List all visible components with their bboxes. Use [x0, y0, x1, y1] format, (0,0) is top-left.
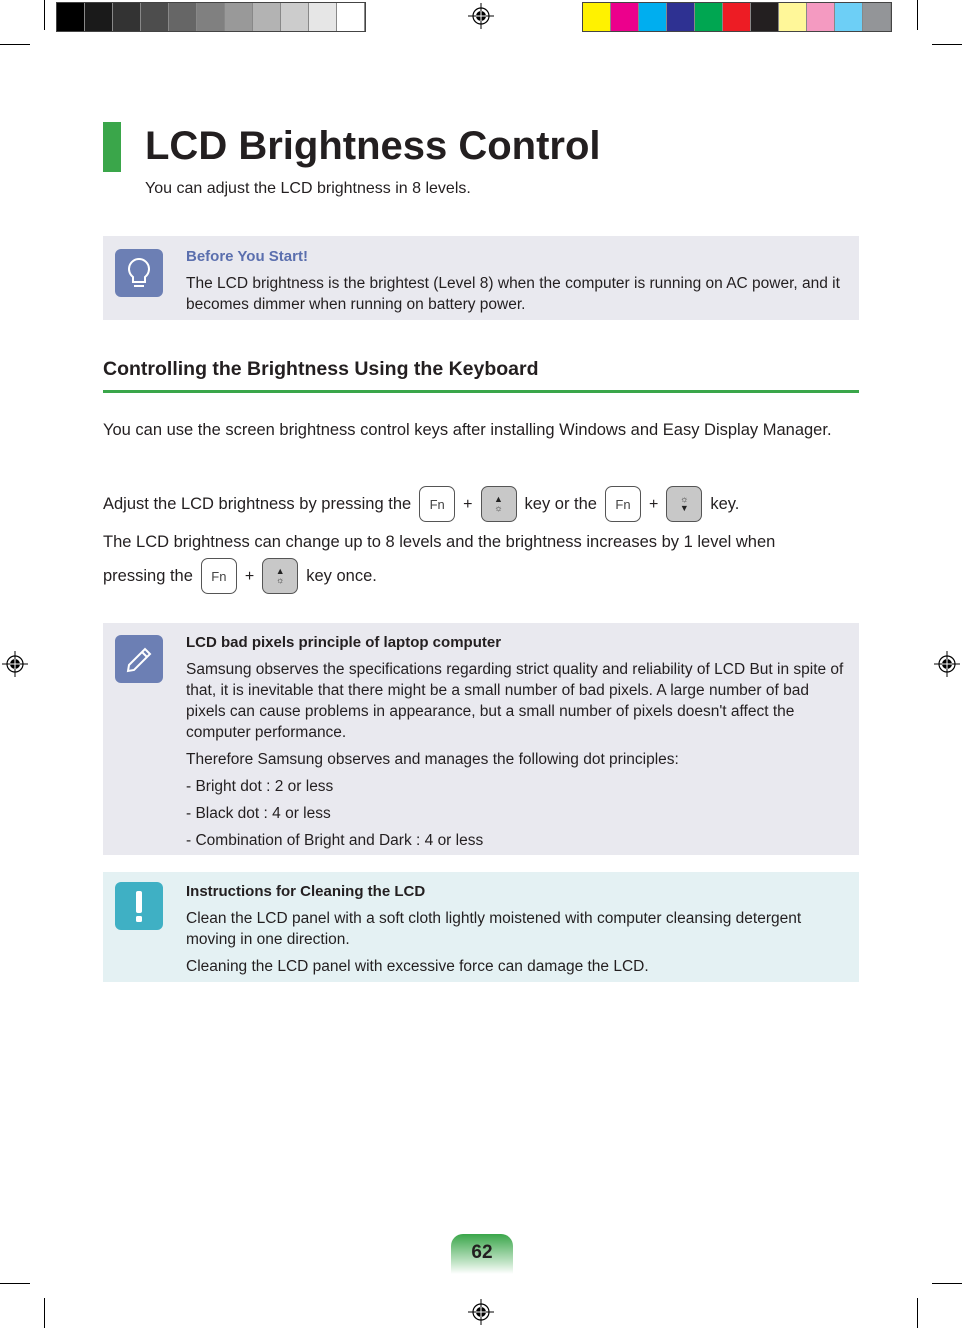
pencil-icon [115, 635, 163, 683]
color-swatch [835, 3, 863, 31]
color-swatch [639, 3, 667, 31]
color-swatch [863, 3, 891, 31]
fn-key: Fn [201, 558, 237, 594]
bad-pixels-note-box [103, 623, 859, 855]
color-swatch [583, 3, 611, 31]
gray-swatch [337, 3, 365, 31]
crop-mark [932, 1283, 962, 1284]
adjust-instruction [103, 486, 843, 522]
adjust-prefix: Adjust the LCD brightness by pressing the [103, 494, 412, 513]
brightness-up-key-icon: ▲ ☼ [262, 558, 298, 594]
plus-sign: + [648, 495, 659, 513]
color-swatch [751, 3, 779, 31]
note-body: The LCD brightness is the brightest (Level 8) when the computer is running on AC power, and it becomes dimmer when running on battery power. [186, 275, 840, 313]
process-color-bar [582, 2, 892, 32]
note-body: Clean the LCD panel with a soft cloth lightly moistened with computer cleansing detergent moving in one direction. [186, 910, 802, 948]
crop-mark [44, 1298, 45, 1328]
crop-mark [917, 1298, 918, 1328]
gray-swatch [225, 3, 253, 31]
plus-sign: + [244, 567, 255, 585]
adjust-mid: key or the [524, 494, 597, 513]
color-swatch [667, 3, 695, 31]
list-item: - Black dot : 4 or less [186, 805, 331, 822]
section-divider [103, 390, 859, 393]
plus-sign: + [463, 495, 473, 513]
registration-mark-icon [468, 1299, 494, 1325]
crop-mark [917, 0, 918, 30]
title-accent-bar [103, 122, 121, 172]
cleaning-note-box [103, 872, 859, 982]
gray-swatch [141, 3, 169, 31]
note-body: Samsung observes the specifications regarding strict quality and reliability of LCD But in spite of that, it is inevitable that there might be a small number of bad pixels. A large number of bad pixels can cause problems in appearance, but a small number of pixels doesn't affect the computer performance. [186, 661, 844, 741]
note-heading: Instructions for Cleaning the LCD [186, 883, 426, 900]
lightbulb-icon [115, 249, 163, 297]
before-you-start-box [103, 236, 859, 320]
exclamation-icon [115, 882, 163, 930]
page-title: LCD Brightness Control [145, 124, 601, 168]
registration-mark-icon [2, 651, 28, 677]
gray-swatch [169, 3, 197, 31]
gray-swatch [197, 3, 225, 31]
brightness-up-key-icon: ▲ ☼ [481, 486, 517, 522]
list-item: - Combination of Bright and Dark : 4 or less [186, 832, 484, 849]
note-warning: Cleaning the LCD panel with excessive force can damage the LCD. [186, 958, 649, 975]
color-swatch [807, 3, 835, 31]
page-number: 62 [451, 1234, 513, 1274]
fn-key: Fn [419, 486, 455, 522]
page-subtitle: You can adjust the LCD brightness in 8 levels. [145, 180, 471, 197]
gray-swatch [281, 3, 309, 31]
brightness-down-key-icon: ☼ ▼ [666, 486, 702, 522]
color-swatch [779, 3, 807, 31]
levels-line-2 [103, 558, 843, 594]
intro-paragraph: You can use the screen brightness control keys after installing Windows and Easy Display Manager. [103, 421, 832, 439]
crop-mark [0, 1283, 30, 1284]
levels-line-1: The LCD brightness can change up to 8 levels and the brightness increases by 1 level when [103, 533, 776, 551]
color-swatch [723, 3, 751, 31]
list-item: - Bright dot : 2 or less [186, 778, 334, 795]
section-title: Controlling the Brightness Using the Keyboard [103, 358, 539, 380]
registration-mark-icon [934, 651, 960, 677]
levels-prefix: pressing the [103, 566, 193, 585]
gray-swatch [85, 3, 113, 31]
gray-swatch [309, 3, 337, 31]
gray-swatch [57, 3, 85, 31]
registration-mark-icon [468, 3, 494, 29]
color-swatch [611, 3, 639, 31]
note-heading: LCD bad pixels principle of laptop computer [186, 634, 502, 651]
fn-key: Fn [605, 486, 641, 522]
color-swatch [695, 3, 723, 31]
crop-mark [0, 44, 30, 45]
note-heading: Before You Start! [186, 248, 308, 265]
crop-mark [932, 44, 962, 45]
gray-swatch [113, 3, 141, 31]
adjust-suffix: key. [710, 494, 740, 513]
gray-swatch [253, 3, 281, 31]
note-intro: Therefore Samsung observes and manages the following dot principles: [186, 751, 679, 768]
levels-suffix: key once. [306, 566, 377, 585]
grayscale-color-bar [56, 2, 366, 32]
crop-mark [44, 0, 45, 30]
